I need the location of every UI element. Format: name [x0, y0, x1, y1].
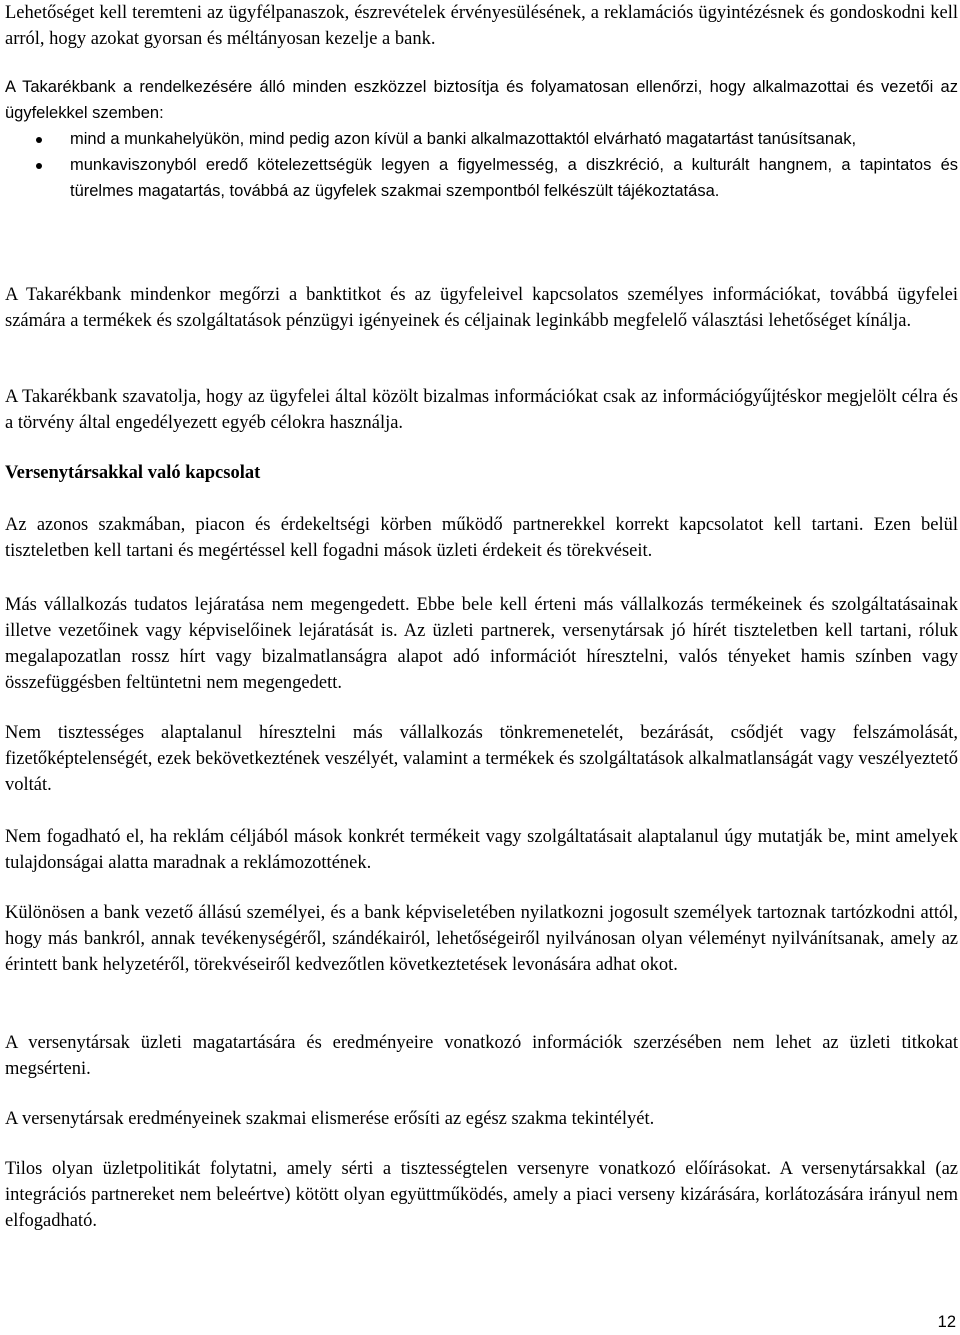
paragraph-advertising: Nem fogadható el, ha reklám céljából mások konkrét termékeit vagy szolgáltatásait alaptalanul úgy mutatják be, mint amelyek tulajdonságai alatta maradnak a reklámozottének.	[5, 827, 958, 873]
paragraph-bank-ensures: A Takarékbank a rendelkezésére álló minden eszközzel biztosítja és folyamatosan ellenőrzi, hogy alkalmazottai és vezetői az ügyfelekkel szemben:	[5, 78, 958, 122]
paragraph-complaints: Lehetőséget kell teremteni az ügyfélpanaszok, észrevételek érvényesülésének, a reklamációs ügyintézésnek és gondoskodni kell arról, hogy azokat gyorsan és méltányosan kezelje a bank.	[5, 3, 958, 49]
paragraph-competition-law: Tilos olyan üzletpolitikát folytatni, amely sérti a tisztességtelen versenyre vonatkozó előírásokat. A versenytársakkal (az integrációs partnereket nem beleértve) kötött olyan együttműködés, amely a piaci verseny kizárására, korlátozására irányul nem elfogadható.	[5, 1159, 958, 1231]
bullet-icon	[36, 137, 42, 143]
bullet-text: mind a munkahelyükön, mind pedig azon kívül a banki alkalmazottaktól elvárható magatartást tanúsítsanak,	[70, 130, 857, 148]
bullet-icon	[36, 163, 42, 169]
paragraph-trade-secrets: A versenytársak üzleti magatartására és eredményeire vonatkozó információk szerzésében nem lehet az üzleti titkokat megsérteni.	[5, 1033, 958, 1079]
page-number: 12	[937, 1313, 956, 1331]
paragraph-unfair-rumors: Nem tisztességes alaptalanul híresztelni más vállalkozás tönkremenetelét, bezárását, csődjét vagy felszámolását, fizetőképtelenségét, ezek bekövetkeztének veszélyét, valamint a termékek és szolgáltatások alkalmatlanságát vagy veszélyeztető voltát.	[5, 723, 958, 795]
paragraph-bank-secrecy: A Takarékbank mindenkor megőrzi a banktitkot és az ügyfeleivel kapcsolatos személyes információkat, továbbá ügyfelei számára a termékek és szolgáltatások pénzügyi igényeinek és céljainak leginkább megfelelő választási lehetőséget kínálja.	[5, 285, 958, 331]
paragraph-fair-relations: Az azonos szakmában, piacon és érdekeltségi körben működő partnerekkel korrekt kapcsolatot kell tartani. Ezen belül tiszteletben kell tartani és megértéssel kell fogadni mások üzleti érdekeit és törekvéseit.	[5, 515, 958, 561]
paragraph-confidential-info: A Takarékbank szavatolja, hogy az ügyfelei által közölt bizalmas információkat csak az információgyűjtéskor megjelölt célra és a törvény által engedélyezett egyéb célokra használja.	[5, 387, 958, 433]
bullet-list	[0, 126, 958, 204]
bullet-item-obligations	[0, 152, 958, 204]
paragraph-no-discrediting: Más vállalkozás tudatos lejáratása nem megengedett. Ebbe bele kell érteni más vállalkozás termékeinek és szolgáltatásainak illetve vezetőinek vagy képviselőinek lejáratását is. Az üzleti partnerek, versenytársak jó hírét tiszteletben kell tartani, róluk megalapozatlan rossz hírt vagy bizalmatlanságra alapot adó információt híresztelni, valós tényeket hamis színben vagy összefüggésben feltüntetni nem megengedett.	[5, 595, 958, 693]
paragraph-recognition: A versenytársak eredményeinek szakmai elismerése erősíti az egész szakma tekintélyét.	[5, 1109, 655, 1129]
bullet-item-conduct	[0, 126, 958, 152]
bullet-text: munkaviszonyból eredő kötelezettségük legyen a figyelmesség, a diszkréció, a kulturált hangnem, a tapintatos és türelmes magatartás, továbbá az ügyfelek szakmai szempontból felkészült tájékoztatása.	[70, 156, 958, 200]
paragraph-executives: Különösen a bank vezető állású személyei, és a bank képviseletében nyilatkozni jogosult személyek tartoznak tartózkodni attól, hogy más bankról, annak tevékenységéről, szándékairól, lehetőségeiről nyilvánosan olyan véleményt nyilvánítsanak, amely az érintett bank helyzetéről, törekvéseiről kedvezőtlen következtetések levonására adhat okot.	[5, 903, 958, 975]
section-heading: Versenytársakkal való kapcsolat	[5, 463, 261, 483]
